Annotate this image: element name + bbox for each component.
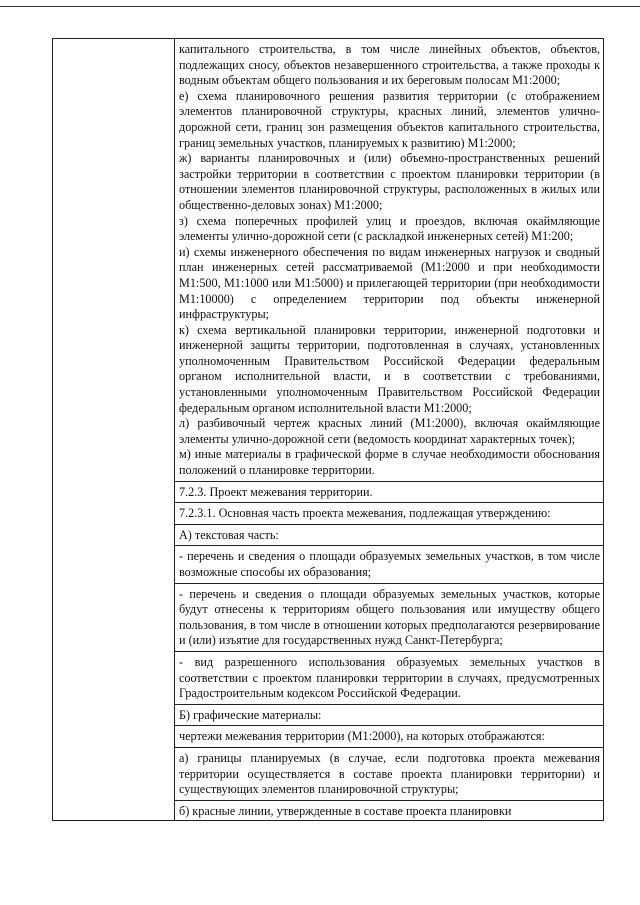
document-table [52,38,604,821]
paragraph-item-b: б) красные линии, утвержденные в составе проекта планировки [175,800,603,821]
top-border-line [0,6,640,7]
paragraph-text-part: А) текстовая часть: [175,524,603,546]
paragraph-survey-project: 7.2.3. Проект межевания территории. [175,481,603,503]
left-column-cell [53,39,175,821]
table-row [53,39,604,821]
paragraph-plan-graphics: капитального строительства, в том числе линейных объектов, объектов, подлежащих сносу, объектов незавершенного строительства, а также проходы к водным объектам общего пользования и их береговым полосам М1:2000; е) схема планировочного решения развития территории (с отображением элементов планировочной структуры, красных линий, элементов улично-дорожной сети, границ зон размещения объектов капитального строительства, границ земельных участков, планируемых к развитию) М1:2000; ж) варианты планировочных и (или) объемно-пространственных решений застройки территории в соответствии с проектом планировки территории (в отношении элементов планировочной структуры, расположенных в жилых или общественно-деловых зонах) М1:2000; з) схема поперечных профилей улиц и проездов, включая окаймляющие элементы улично-дорожной сети (с раскладкой инженерных сетей) М1:200; и) схемы инженерного обеспечения по видам инженерных нагрузок и сводный план инженерных сетей рассматриваемой (М1:2000 и при необходимости М1:500, М1:1000 или М1:5000) и прилегающей территории (при необходимости М1:10000) с определением территории под объекты инженерной инфраструктуры; к) схема вертикальной планировки территории, инженерной подготовки и инженерной защиты территории, подготовленная в случаях, установленных уполномоченным Правительством Российской Федерации федеральным органом исполнительной власти, и в соответствии с требованиями, установленными уполномоченным Правительством Российской Федерации федеральным органом исполнительной власти М1:2000; л) разбивочный чертеж красных линий (М1:2000), включая окаймляющие элементы улично-дорожной сети (ведомость координат характерных точек); м) иные материалы в графической форме в случае необходимости обоснования положений о планировке территории. [179,42,600,478]
paragraph-drawings: чертежи межевания территории (М1:2000), на которых отображаются: [175,725,603,747]
content-column-cell [175,39,604,821]
list-item: - перечень и сведения о площади образуемых земельных участков, в том числе возможные способы их образования; [175,545,603,582]
paragraph-item-a: а) границы планируемых (в случае, если подготовка проекта межевания территории осуществляется в составе проекта планировки территории) и существующих элементов планировочной структуры; [175,747,603,800]
paragraph-graphic-part: Б) графические материалы: [175,704,603,726]
list-item: - перечень и сведения о площади образуемых земельных участков, которые будут отнесены к территориям общего пользования или имуществу общего пользования, в том числе в отношении которых предполагаются резервирование и (или) изъятие для государственных нужд Санкт-Петербурга; [175,583,603,651]
paragraph-main-part: 7.2.3.1. Основная часть проекта межевания, подлежащая утверждению: [175,502,603,524]
list-item: - вид разрешенного использования образуемых земельных участков в соответствии с проектом планировки территории в случаях, предусмотренных Градостроительным кодексом Российской Федерации. [175,651,603,704]
